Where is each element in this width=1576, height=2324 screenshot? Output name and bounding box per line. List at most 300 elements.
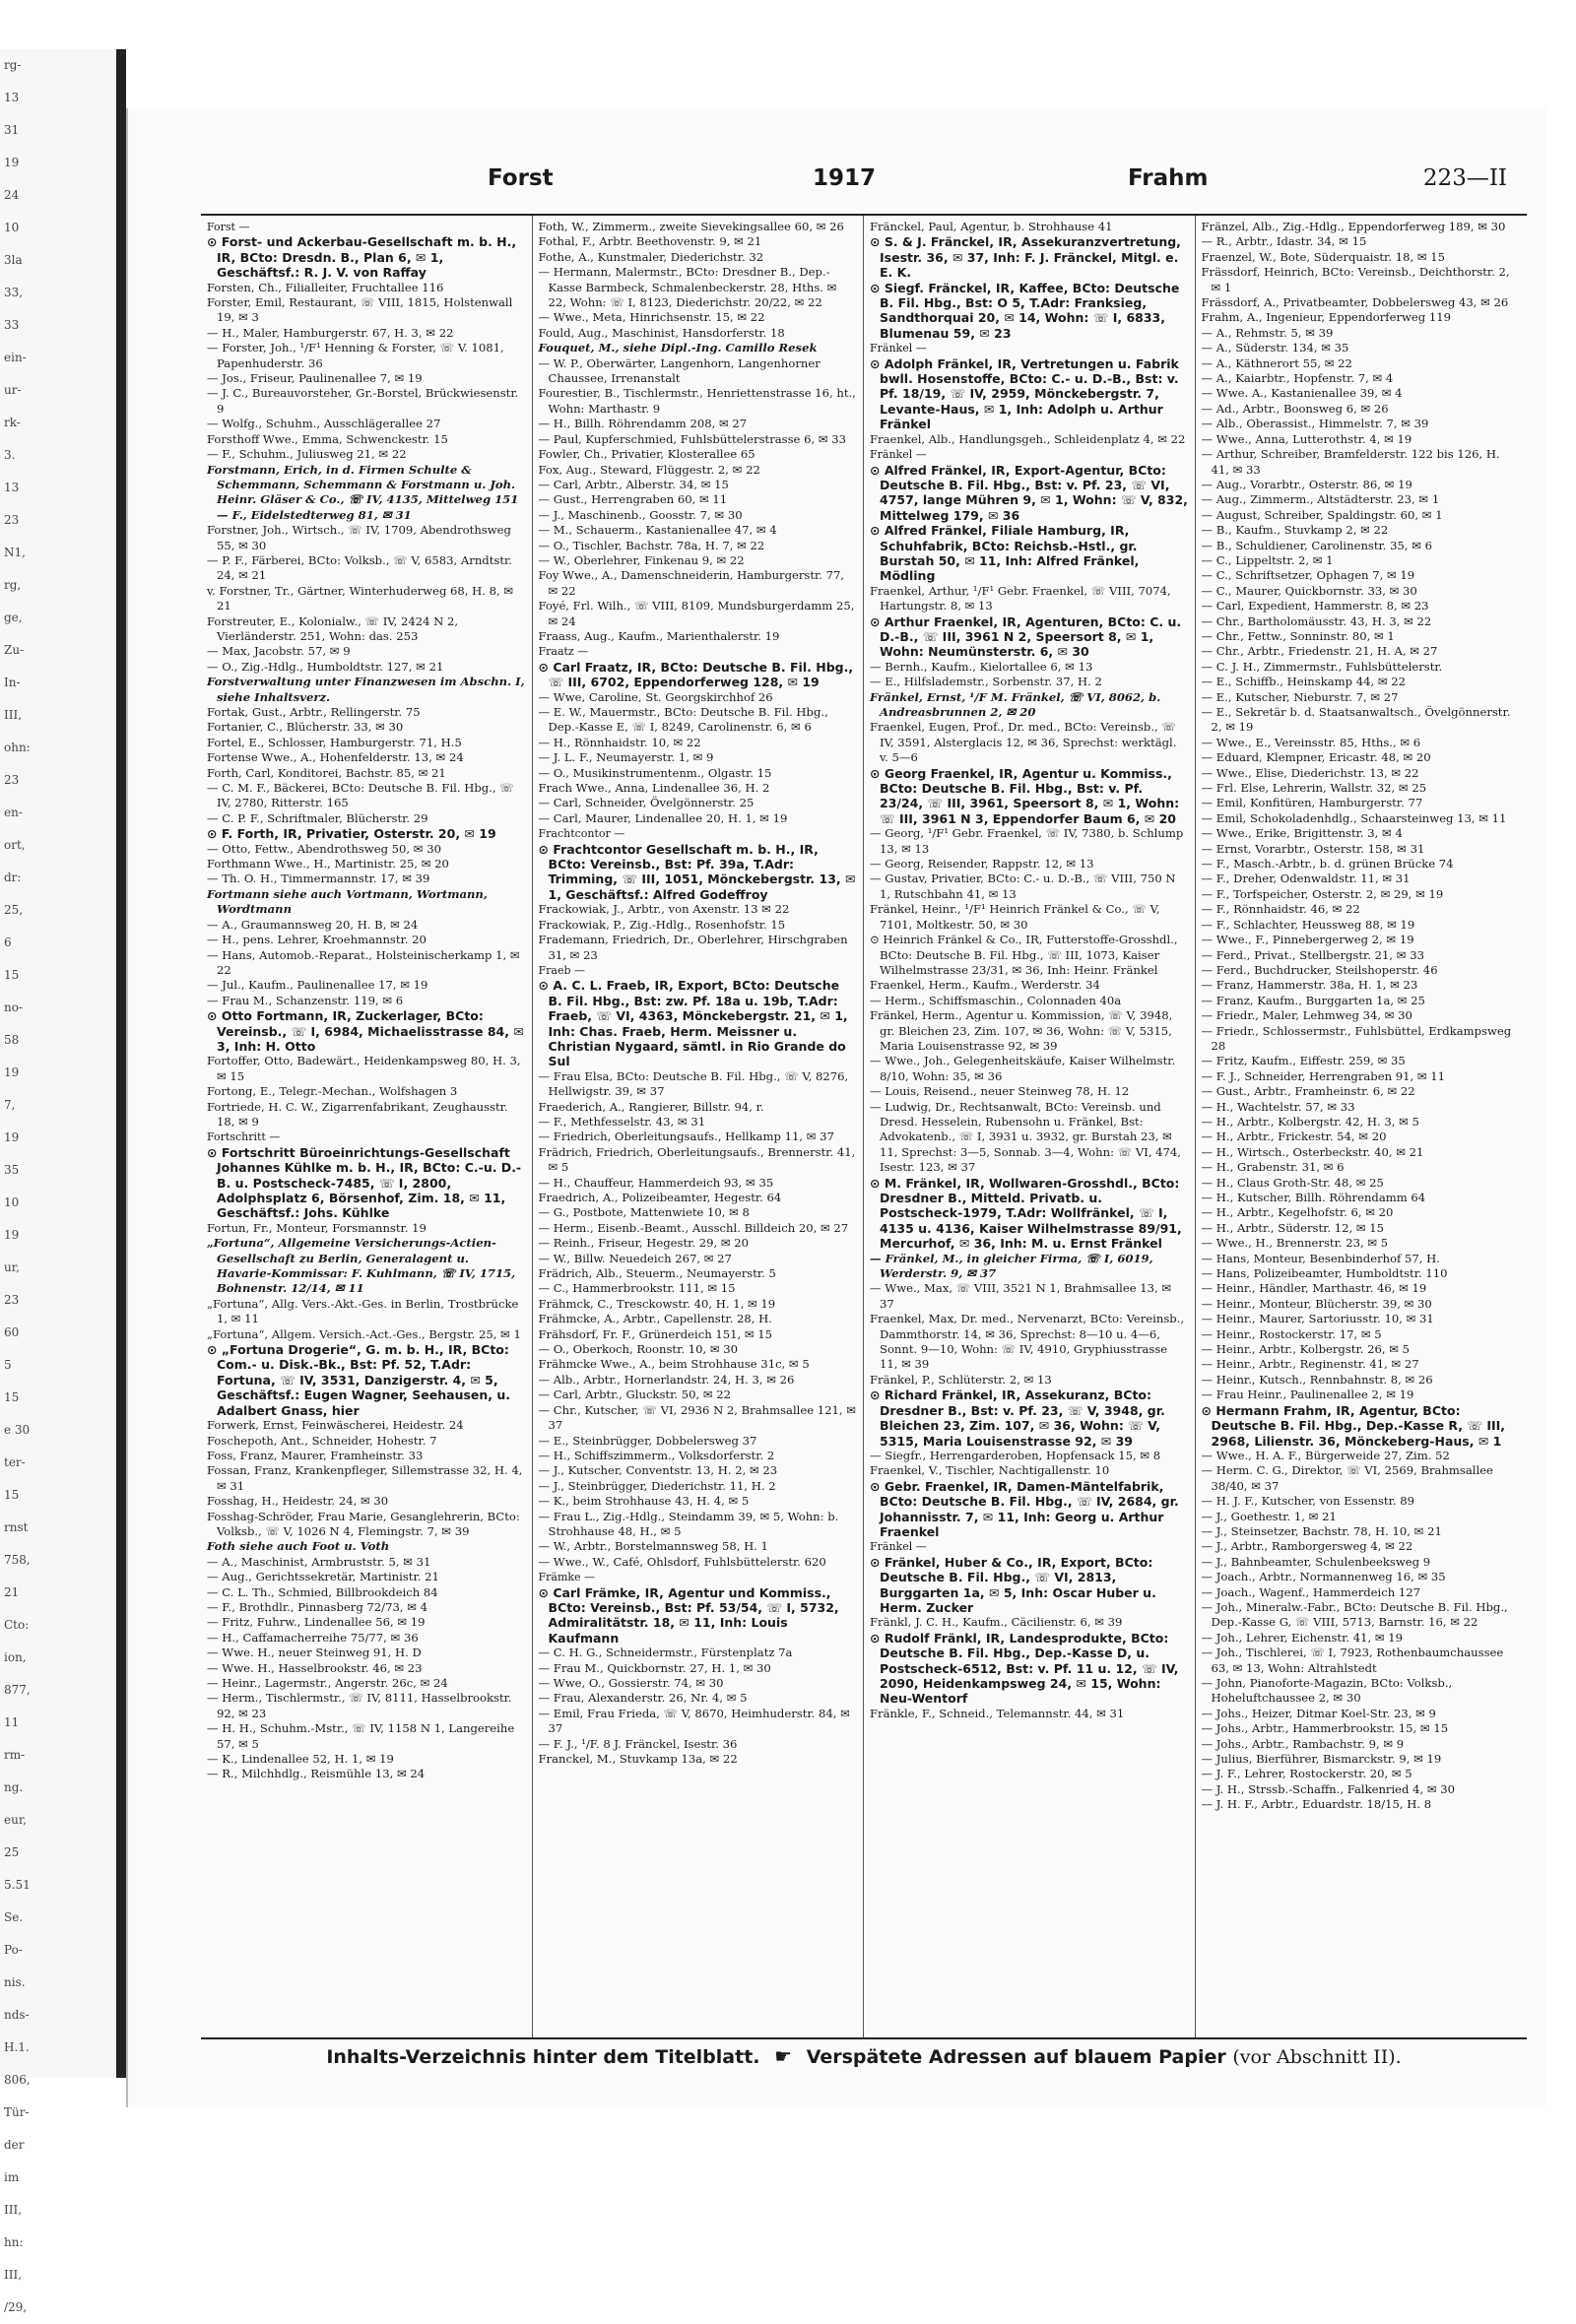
directory-entry: Fraenkel, Herm., Kaufm., Werderstr. 34 bbox=[870, 978, 1100, 993]
directory-entry: Forthmann Wwe., H., Martinistr. 25, ✉ 20 bbox=[207, 857, 449, 872]
directory-entry: Frackowiak, J., Arbtr., von Axenstr. 13 ✉ 22 bbox=[538, 902, 790, 917]
directory-entry: — F., Brothdlr., Pinnasberg 72/73, ✉ 4 bbox=[207, 1599, 427, 1614]
directory-entry: — Heinr., Händler, Marthastr. 46, ✉ 19 bbox=[1201, 1281, 1427, 1296]
directory-entry: — E., Hilfslademstr., Sorbenstr. 37, H. 2 bbox=[870, 675, 1102, 689]
directory-entry: — Wwe, O., Gossierstr. 74, ✉ 30 bbox=[538, 1676, 724, 1690]
directory-page bbox=[126, 108, 1546, 2107]
directory-entry: — Wwe., Max, ☏ VIII, 3521 N 1, Brahmsallee 13, ✉ 37 bbox=[870, 1281, 1172, 1311]
directory-entry: — Ernst, Vorarbtr., Osterstr. 158, ✉ 31 bbox=[1201, 841, 1425, 856]
directory-entry: — Friedr., Schlossermstr., Fuhlsbüttel, Erdkampsweg 28 bbox=[1201, 1023, 1512, 1053]
directory-entry: — Emil, Schokoladenhdlg., Schaarsteinweg 13, ✉ 11 bbox=[1201, 810, 1507, 825]
directory-entry: ⊙ Georg Fraenkel, IR, Agentur u. Kommiss., BCto: Deutsche B. Fil. Hbg., Bst: v. Pf. 23/24, ☏ III, 3961, Speersort 8, ✉ 1, Wohn: ☏ III, 3961 N 3, Eppendorfer Baum 6, ✉ 20 bbox=[870, 765, 1180, 826]
directory-entry: — J., Arbtr., Ramborgersweg 4, ✉ 22 bbox=[1201, 1539, 1413, 1554]
previous-page-fragment: ion, bbox=[4, 1650, 27, 1664]
directory-entry: Fox, Aug., Steward, Flüggestr. 2, ✉ 22 bbox=[538, 462, 760, 477]
directory-entry: — Chr., Arbtr., Friedenstr. 21, H. A, ✉ 27 bbox=[1201, 644, 1438, 659]
directory-entry: Fortun, Fr., Monteur, Forsmannstr. 19 bbox=[207, 1220, 427, 1235]
directory-entry: — Joh., Tischlerei, ☏ I, 7923, Rothenbaumchaussee 63, ✉ 13, Wohn: Altrahlstedt bbox=[1201, 1646, 1504, 1675]
directory-entry: — Gustav, Privatier, BCto: C.- u. D.-B., ☏ VIII, 750 N 1, Rutschbahn 41, ✉ 13 bbox=[870, 872, 1176, 901]
directory-entry: — Eduard, Klempner, Ericastr. 48, ✉ 20 bbox=[1201, 750, 1431, 765]
directory-entry: — Aug., Zimmerm., Altstädterstr. 23, ✉ 1 bbox=[1201, 492, 1440, 507]
directory-entry: — Ludwig, Dr., Rechtsanwalt, BCto: Vereinsb. und Dresd. Hesselein, Rubensohn u. Fränkel, Bst: Advokatenb., ☏ I, 3931 u. 3932, gr. Burstah 23, ✉ 11, Sprechst: 3—5, Sonnab. 3—4, Wohn: ☏ VI, 474, Isestr. 123, ✉ 37 bbox=[870, 1099, 1181, 1175]
previous-page-fragment: Cto: bbox=[4, 1618, 30, 1632]
directory-entry: Forster, Emil, Restaurant, ☏ VIII, 1815, Holstenwall 19, ✉ 3 bbox=[207, 295, 513, 325]
directory-entry: — Emil, Konfitüren, Hamburgerstr. 77 bbox=[1201, 796, 1423, 810]
previous-page-fragment: 15 bbox=[4, 1488, 20, 1502]
directory-entry: — Wwe., E., Vereinsstr. 85, Hths., ✉ 6 bbox=[1201, 735, 1421, 749]
directory-entry: ⊙ Fränkel, Huber & Co., IR, Export, BCto: Deutsche B. Fil. Hbg., ☏ VI, 2813, Burggarten 1a, ✉ 5, Inh: Oscar Huber u. Herm. Zucker bbox=[870, 1554, 1156, 1615]
directory-entry: Fortense Wwe., A., Hohenfelderstr. 13, ✉ 24 bbox=[207, 750, 464, 765]
directory-entry: Fraenkel, Arthur, ¹/F¹ Gebr. Fraenkel, ☏ VIII, 7074, Hartungstr. 8, ✉ 13 bbox=[870, 583, 1171, 613]
previous-page-fragment: III, bbox=[4, 708, 23, 722]
directory-entry: „Fortuna“, Allgemeine Versicherungs-Actien-Gesellschaft zu Berlin, Generalagent u. Havarie-Kommissar: F. Kuhlmann, ☏ IV, 1715, Bohnenstr. 12/14, ✉ 11 bbox=[207, 1236, 516, 1296]
directory-entry: Franckel, M., Stuvkamp 13a, ✉ 22 bbox=[538, 1752, 738, 1767]
directory-entry: — Johs., Heizer, Ditmar Koel-Str. 23, ✉ 9 bbox=[1201, 1706, 1436, 1720]
directory-entry: — Wwe. H., neuer Steinweg 91, H. D bbox=[207, 1646, 422, 1660]
directory-entry: — Siegfr., Herrengarderoben, Hopfensack 15, ✉ 8 bbox=[870, 1448, 1161, 1462]
previous-page-fragment: 21 bbox=[4, 1585, 20, 1599]
directory-entry: — Alb., Oberassist., Himmelstr. 7, ✉ 39 bbox=[1201, 417, 1429, 431]
directory-entry: — Carl, Maurer, Lindenallee 20, H. 1, ✉ 19 bbox=[538, 810, 788, 825]
previous-page-fragment: ter- bbox=[4, 1455, 26, 1469]
entry-columns bbox=[201, 214, 1527, 2039]
directory-entry: — C. J. H., Zimmermstr., Fuhlsbüttelerstr. bbox=[1201, 659, 1443, 674]
directory-entry: — Forster, Joh., ¹/F¹ Henning & Forster, ☏ V. 1081, Papenhuderstr. 36 bbox=[207, 341, 504, 370]
directory-entry: Fourestier, B., Tischlermstr., Henriettenstrasse 16, ht., Wohn: Marthastr. 9 bbox=[538, 386, 856, 416]
directory-entry: ⊙ Hermann Frahm, IR, Agentur, BCto: Deutsche B. Fil. Hbg., Dep.-Kasse R, ☏ III, 2968, Lilienstr. 36, Mönckeberg-Haus, ✉ 1 bbox=[1201, 1402, 1506, 1449]
directory-entry: — Aug., Gerichtssekretär, Martinistr. 21 bbox=[207, 1570, 439, 1584]
directory-entry: — Carl, Expedient, Hammerstr. 8, ✉ 23 bbox=[1201, 599, 1429, 613]
directory-entry: Fortel, E., Schlosser, Hamburgerstr. 71, H.5 bbox=[207, 735, 462, 749]
directory-entry: — Hermann, Malermstr., BCto: Dresdner B., Dep.-Kasse Barmbeck, Schmalenbeckerstr. 28, Hths. ✉ 22, Wohn: ☏ I, 8123, Diederichstr. 20/22, ✉ 22 bbox=[538, 265, 837, 310]
directory-entry: Fortmann siehe auch Vortmann, Wortmann, Wordtmann bbox=[207, 886, 488, 917]
previous-page-fragment: rg- bbox=[4, 58, 22, 72]
directory-entry: — Johs., Arbtr., Rambachstr. 9, ✉ 9 bbox=[1201, 1736, 1405, 1751]
previous-page-fragment: 25, bbox=[4, 903, 24, 917]
directory-entry: — J. H., Strssb.-Schaffn., Falkenried 4, ✉ 30 bbox=[1201, 1781, 1456, 1796]
directory-entry: ⊙ A. C. L. Fraeb, IR, Export, BCto: Deutsche B. Fil. Hbg., Bst: zw. Pf. 18a u. 19b, T.Adr: Fraeb, ☏ VI, 4363, Mönckebergstr. 21, ✉ 1, Inh: Chas. Fraeb, Herm. Meissner u. Christian Nygaard, sämtl. in Rio Grande do Sul bbox=[538, 978, 848, 1069]
directory-entry: — Friedrich, Oberleitungsaufs., Hellkamp 11, ✉ 37 bbox=[538, 1130, 834, 1144]
directory-entry: — Otto, Fettw., Abendrothsweg 50, ✉ 30 bbox=[207, 841, 441, 856]
column-3 bbox=[864, 216, 1196, 2037]
directory-entry: — Wwe. A., Kastanienallee 39, ✉ 4 bbox=[1201, 386, 1403, 401]
directory-entry: — A., Süderstr. 134, ✉ 35 bbox=[1201, 341, 1349, 355]
directory-entry: — F., Rönnhaidstr. 46, ✉ 22 bbox=[1201, 902, 1360, 917]
previous-page-fragment: ge, bbox=[4, 611, 23, 624]
directory-entry: Forstner, Joh., Wirtsch., ☏ IV, 1709, Abendrothsweg 55, ✉ 30 bbox=[207, 523, 511, 552]
directory-entry: Fraenkel, Alb., Handlungsgeh., Schleidenplatz 4, ✉ 22 bbox=[870, 431, 1186, 446]
directory-entry: — F., Torfspeicher, Osterstr. 2, ✉ 29, ✉ 19 bbox=[1201, 886, 1444, 901]
directory-entry: — Wwe., H. A. F., Bürgerweide 27, Zim. 52 bbox=[1201, 1448, 1450, 1462]
entry-group-heading: Fränkel — bbox=[870, 1540, 927, 1554]
previous-page-fragment: In- bbox=[4, 676, 21, 689]
directory-entry: Fowler, Ch., Privatier, Klosterallee 65 bbox=[538, 447, 755, 462]
previous-page-fragment: Po- bbox=[4, 1943, 23, 1957]
previous-page-fragment: 33 bbox=[4, 318, 20, 332]
directory-entry: — Heinr., Monteur, Blücherstr. 39, ✉ 30 bbox=[1201, 1296, 1432, 1311]
directory-entry: — Fritz, Kaufm., Eiffestr. 259, ✉ 35 bbox=[1201, 1054, 1406, 1068]
directory-entry: — J., Goethestr. 1, ✉ 21 bbox=[1201, 1509, 1337, 1523]
previous-page-fragment: 15 bbox=[4, 1390, 20, 1404]
previous-page-fragment: 19 bbox=[4, 1130, 20, 1144]
directory-entry: Frach Wwe., Anna, Lindenallee 36, H. 2 bbox=[538, 781, 770, 796]
previous-page-fragment: 10 bbox=[4, 221, 20, 234]
directory-entry: ⊙ Forst- und Ackerbau-Gesellschaft m. b. H., IR, BCto: Dresdn. B., Plan 6, ✉ 1, Geschäftsf.: R. J. V. von Raffay bbox=[207, 234, 517, 281]
directory-entry: ⊙ Fortschritt Büroeinrichtungs-Gesellschaft Johannes Kühlke m. b. H., IR, BCto: C.-u. D.-B. u. Postscheck-7485, ☏ I, 2800, Adolphsplatz 6, Börsenhof, Zim. 18, ✉ 11, Geschäftsf.: Johs. Kühlke bbox=[207, 1144, 522, 1221]
entry-group-heading: Forst — bbox=[207, 221, 250, 233]
directory-entry: ⊙ „Fortuna Drogerie“, G. m. b. H., IR, BCto: Com.- u. Disk.-Bk., Bst: Pf. 52, T.Adr: Fortuna, ☏ IV, 3531, Danzigerstr. 4, ✉ 5, Geschäftsf.: Eugen Wagner, Seehausen, u. Adalbert Gnass, hier bbox=[207, 1342, 511, 1418]
directory-entry: — Heinr., Arbtr., Kolbergstr. 26, ✉ 5 bbox=[1201, 1342, 1410, 1357]
directory-entry: ⊙ Carl Fraatz, IR, BCto: Deutsche B. Fil. Hbg., ☏ III, 6702, Eppendorferweg 128, ✉ 19 bbox=[538, 659, 854, 690]
previous-page-fragment: no- bbox=[4, 1001, 24, 1014]
previous-page-fragment: 33, bbox=[4, 286, 24, 299]
directory-entry: — Chr., Fettw., Sonninstr. 80, ✉ 1 bbox=[1201, 628, 1395, 643]
directory-entry: — A., Maschinist, Armbruststr. 5, ✉ 31 bbox=[207, 1554, 431, 1569]
directory-entry: — Georg, ¹/F¹ Gebr. Fraenkel, ☏ IV, 7380, b. Schlump 13, ✉ 13 bbox=[870, 826, 1184, 856]
directory-entry: — J. C., Bureauvorsteher, Gr.-Borstel, Brückwiesenstr. 9 bbox=[207, 386, 519, 416]
previous-page-fragment: 23 bbox=[4, 1293, 20, 1307]
directory-entry: — Wwe. H., Hasselbrookstr. 46, ✉ 23 bbox=[207, 1660, 423, 1675]
heading-left: Forst bbox=[488, 165, 554, 191]
directory-entry: — H., Wirtsch., Osterbeckstr. 40, ✉ 21 bbox=[1201, 1144, 1424, 1159]
directory-entry: — Wwe., F., Pinnebergerweg 2, ✉ 19 bbox=[1201, 933, 1414, 947]
directory-entry: — R., Arbtr., Idastr. 34, ✉ 15 bbox=[1201, 234, 1367, 249]
directory-entry: — Wwe., Elise, Diederichstr. 13, ✉ 22 bbox=[1201, 765, 1419, 780]
directory-entry: — Gust., Arbtr., Framheinstr. 6, ✉ 22 bbox=[1201, 1084, 1415, 1099]
directory-entry: — Frau Elsa, BCto: Deutsche B. Fil. Hbg., ☏ V, 8276, Hellwigstr. 39, ✉ 37 bbox=[538, 1068, 849, 1099]
running-head bbox=[128, 165, 1546, 205]
previous-page-fragment: ur- bbox=[4, 383, 22, 397]
directory-entry: — John, Pianoforte-Magazin, BCto: Volksb., Hoheluftchaussee 2, ✉ 30 bbox=[1201, 1676, 1453, 1706]
directory-entry: Fothe, A., Kunstmaler, Diederichstr. 32 bbox=[538, 249, 764, 264]
previous-page-fragment: /29, bbox=[4, 2300, 28, 2314]
directory-entry: — Paul, Kupferschmied, Fuhlsbüttelerstrasse 6, ✉ 33 bbox=[538, 431, 846, 446]
directory-entry: — Frau M., Quickbornstr. 27, H. 1, ✉ 30 bbox=[538, 1660, 771, 1675]
directory-entry: Fouquet, M., siehe Dipl.-Ing. Camillo Resek bbox=[538, 341, 818, 355]
directory-entry: Foyé, Frl. Wilh., ☏ VIII, 8109, Mundsburgerdamm 25, ✉ 24 bbox=[538, 599, 855, 628]
directory-entry: — O., Zig.-Hdlg., Humboldtstr. 127, ✉ 21 bbox=[207, 659, 444, 674]
directory-entry: — Franz, Kaufm., Burggarten 1a, ✉ 25 bbox=[1201, 993, 1425, 1007]
directory-entry: — Joh., Mineralw.-Fabr., BCto: Deutsche B. Fil. Hbg., Dep.-Kasse G, ☏ VIII, 5713, Barnstr. 16, ✉ 22 bbox=[1201, 1599, 1508, 1630]
directory-entry: — R., Milchhdlg., Reismühle 13, ✉ 24 bbox=[207, 1767, 426, 1781]
directory-entry: — Heinr., Maurer, Sartoriusstr. 10, ✉ 31 bbox=[1201, 1312, 1434, 1326]
directory-entry: — Joach., Wagenf., Hammerdeich 127 bbox=[1201, 1584, 1421, 1599]
directory-entry: — C. M. F., Bäckerei, BCto: Deutsche B. Fil. Hbg., ☏ IV, 2780, Ritterstr. 165 bbox=[207, 781, 514, 810]
directory-entry: Fränckel, Paul, Agentur, b. Strohhause 41 bbox=[870, 220, 1113, 233]
previous-page-fragment: 3la bbox=[4, 253, 23, 267]
directory-entry: — C. H. G., Schneidermstr., Fürstenplatz 7a bbox=[538, 1646, 793, 1660]
directory-entry: Fortriede, H. C. W., Zigarrenfabrikant, Zeughausstr. 18, ✉ 9 bbox=[207, 1099, 508, 1129]
directory-entry: — E., Sekretär b. d. Staatsanwaltsch., Övelgönnerstr. 2, ✉ 19 bbox=[1201, 705, 1511, 735]
entry-group-heading: Fränkel — bbox=[870, 448, 927, 462]
directory-entry: — W. P., Oberwärter, Langenhorn, Langenhorner Chaussee, Irrenanstalt bbox=[538, 355, 821, 386]
directory-entry: Fränkel, Herm., Agentur u. Kommission, ☏ V, 3948, gr. Bleichen 23, Zim. 107, ✉ 36, Wohn: ☏ V, 5315, Maria Louisenstrasse 92, ✉ 39 bbox=[870, 1008, 1173, 1053]
directory-entry: — F., Masch.-Arbtr., b. d. grünen Brücke 74 bbox=[1201, 857, 1454, 872]
directory-entry: ⊙ Alfred Fränkel, IR, Export-Agentur, BCto: Deutsche B. Fil. Hbg., Bst: v. Pf. 23, ☏ VI, 4757, lange Mühren 9, ✉ 1, Wohn: ☏ V, 832, Mittelweg 179, ✉ 36 bbox=[870, 462, 1188, 523]
column-4 bbox=[1196, 216, 1528, 2037]
directory-entry: — H., Arbtr., Süderstr. 12, ✉ 15 bbox=[1201, 1220, 1385, 1235]
directory-entry: — Bernh., Kaufm., Kielortallee 6, ✉ 13 bbox=[870, 659, 1093, 674]
directory-entry: — J., Maschinenb., Goosstr. 7, ✉ 30 bbox=[538, 507, 743, 522]
directory-entry: Forwerk, Ernst, Feinwäscherei, Heidestr. 24 bbox=[207, 1418, 464, 1433]
directory-entry: — H., Arbtr., Frickestr. 54, ✉ 20 bbox=[1201, 1130, 1387, 1144]
directory-entry: — F. J., Schneider, Herrengraben 91, ✉ 11 bbox=[1201, 1068, 1446, 1083]
previous-page-fragment: ng. bbox=[4, 1780, 24, 1794]
directory-entry: — B., Kaufm., Stuvkamp 2, ✉ 22 bbox=[1201, 523, 1389, 538]
directory-entry: „Fortuna“, Allg. Vers.-Akt.-Ges. in Berlin, Trostbrücke 1, ✉ 11 bbox=[207, 1296, 519, 1326]
directory-entry: — C., Maurer, Quickbornstr. 33, ✉ 30 bbox=[1201, 583, 1417, 598]
previous-page-fragment: 3. bbox=[4, 448, 16, 462]
directory-entry: — H., Arbtr., Kegelhofstr. 6, ✉ 20 bbox=[1201, 1205, 1394, 1220]
directory-entry: Fosshag-Schröder, Frau Marie, Gesanglehrerin, BCto: Volksb., ☏ V, 1026 N 4, Flemingstr. 7, ✉ 39 bbox=[207, 1509, 520, 1538]
directory-entry: — J. F., Lehrer, Rostockerstr. 20, ✉ 5 bbox=[1201, 1767, 1412, 1781]
directory-entry: — H., Claus Groth-Str. 48, ✉ 25 bbox=[1201, 1175, 1384, 1190]
directory-entry: — B., Schuldiener, Carolinenstr. 35, ✉ 6 bbox=[1201, 538, 1433, 552]
directory-entry: — H., Chauffeur, Hammerdeich 93, ✉ 35 bbox=[538, 1175, 774, 1190]
previous-page-fragment: Tür- bbox=[4, 2105, 30, 2119]
directory-entry: — Heinr., Kutsch., Rennbahnstr. 8, ✉ 26 bbox=[1201, 1372, 1433, 1387]
directory-entry: — Wolfg., Schuhm., Ausschlägerallee 27 bbox=[207, 417, 441, 431]
directory-entry: — H., Wachtelstr. 57, ✉ 33 bbox=[1201, 1099, 1355, 1114]
directory-entry: — J., Steinsetzer, Bachstr. 78, H. 10, ✉ 21 bbox=[1201, 1523, 1442, 1538]
directory-entry: — A., Kaiarbtr., Hopfenstr. 7, ✉ 4 bbox=[1201, 371, 1394, 386]
directory-entry: — E., Schiffb., Heinskamp 44, ✉ 22 bbox=[1201, 675, 1407, 689]
previous-page-fragment: 11 bbox=[4, 1715, 20, 1729]
directory-entry: — Jos., Friseur, Paulinenallee 7, ✉ 19 bbox=[207, 371, 423, 386]
directory-entry: ⊙ Alfred Fränkel, Filiale Hamburg, IR, Schuhfabrik, BCto: Reichsb.-Hstl., gr. Burstah 50, ✉ 11, Inh: Alfred Fränkel, Mödling bbox=[870, 523, 1140, 584]
previous-page-fragment: 31 bbox=[4, 123, 20, 137]
directory-entry: — C., Hammerbrookstr. 111, ✉ 15 bbox=[538, 1281, 736, 1296]
directory-entry: — Julius, Bierführer, Bismarckstr. 9, ✉ 19 bbox=[1201, 1752, 1442, 1767]
directory-entry: Fraenkel, V., Tischler, Nachtigallenstr. 10 bbox=[870, 1463, 1110, 1478]
directory-entry: — Ad., Arbtr., Boonsweg 6, ✉ 26 bbox=[1201, 401, 1389, 416]
directory-entry: Fosshag, H., Heidestr. 24, ✉ 30 bbox=[207, 1494, 389, 1509]
directory-entry: Forsthoff Wwe., Emma, Schwenckestr. 15 bbox=[207, 431, 448, 446]
directory-entry: — F., Methfesselstr. 43, ✉ 31 bbox=[538, 1114, 706, 1129]
column-2 bbox=[533, 216, 865, 2037]
previous-page-fragment: hn: bbox=[4, 2235, 24, 2249]
directory-entry: Fraenkel, Eugen, Prof., Dr. med., BCto: Vereinsb., ☏ IV, 3591, Alsterglacis 12, ✉ 36, Sprechst: werktägl. v. 5—6 bbox=[870, 720, 1177, 765]
previous-page-fragment: 23 bbox=[4, 513, 20, 527]
directory-entry: — Gust., Herrengraben 60, ✉ 11 bbox=[538, 492, 728, 507]
directory-entry: — Herm., Eisenb.-Beamt., Ausschl. Billdeich 20, ✉ 27 bbox=[538, 1220, 849, 1235]
directory-entry: Fränkl, J. C. H., Kaufm., Cäcilienstr. 6, ✉ 39 bbox=[870, 1615, 1123, 1630]
directory-entry: — Joh., Lehrer, Eichenstr. 41, ✉ 19 bbox=[1201, 1630, 1403, 1645]
previous-page-fragment: 24 bbox=[4, 188, 20, 202]
directory-entry: — Wwe., H., Brennerstr. 23, ✉ 5 bbox=[1201, 1236, 1389, 1251]
previous-page-fragment: 19 bbox=[4, 1228, 20, 1242]
directory-entry: — J. L. F., Neumayerstr. 1, ✉ 9 bbox=[538, 750, 714, 765]
previous-page-fragment: e 30 bbox=[4, 1423, 31, 1437]
directory-entry: — Frau Heinr., Paulinenallee 2, ✉ 19 bbox=[1201, 1388, 1414, 1402]
directory-entry: — Franz, Hammerstr. 38a, H. 1, ✉ 23 bbox=[1201, 978, 1418, 993]
directory-entry: Fothal, F., Arbtr. Beethovenstr. 9, ✉ 21 bbox=[538, 234, 762, 249]
directory-entry: — H., Kutscher, Billh. Röhrendamm 64 bbox=[1201, 1191, 1426, 1204]
directory-entry: — J., Steinbrügger, Diederichstr. 11, H. 2 bbox=[538, 1478, 776, 1493]
directory-entry: Frähmcke Wwe., A., beim Strohhause 31c, ✉ 5 bbox=[538, 1357, 810, 1372]
directory-entry: — E., Steinbrügger, Dobbelersweg 37 bbox=[538, 1433, 757, 1448]
previous-page-fragment: 6 bbox=[4, 936, 12, 949]
directory-entry: — W., Oberlehrer, Finkenau 9, ✉ 22 bbox=[538, 552, 745, 567]
directory-entry: Fränkel, P., Schlüterstr. 2, ✉ 13 bbox=[870, 1372, 1052, 1387]
directory-entry: — K., beim Strohhause 43, H. 4, ✉ 5 bbox=[538, 1494, 750, 1509]
directory-entry: — Chr., Kutscher, ☏ VI, 2936 N 2, Brahmsallee 121, ✉ 37 bbox=[538, 1402, 856, 1433]
directory-entry: — J. H. F., Arbtr., Eduardstr. 18/15, H. 8 bbox=[1201, 1797, 1432, 1812]
directory-entry: Fortong, E., Telegr.-Mechan., Wolfshagen 3 bbox=[207, 1084, 458, 1099]
pointing-hand-icon: ☛ bbox=[774, 2044, 793, 2068]
directory-entry: Forstverwaltung unter Finanzwesen im Abschn. I, siehe Inhaltsverz. bbox=[207, 675, 525, 704]
directory-entry: — Wwe., Erike, Brigittenstr. 3, ✉ 4 bbox=[1201, 826, 1403, 841]
previous-page-fragment: 19 bbox=[4, 1065, 20, 1079]
footer-late-addresses: Verspätete Adressen auf blauem Papier bbox=[806, 2046, 1226, 2068]
directory-entry: — Johs., Arbtr., Hammerbrookstr. 15, ✉ 15 bbox=[1201, 1721, 1449, 1736]
entry-group-heading: Frachtcontor — bbox=[538, 827, 625, 841]
footer-index-note: Inhalts-Verzeichnis hinter dem Titelblatt. bbox=[326, 2046, 760, 2068]
directory-entry: Frademann, Friedrich, Dr., Oberlehrer, Hirschgraben 31, ✉ 23 bbox=[538, 933, 848, 962]
directory-entry: Fould, Aug., Maschinist, Hansdorferstr. 18 bbox=[538, 325, 785, 340]
directory-entry: — Hans, Automob.-Reparat., Holsteinischerkamp 1, ✉ 22 bbox=[207, 947, 520, 977]
directory-entry: ⊙ Arthur Fraenkel, IR, Agenturen, BCto: C. u. D.-B., ☏ III, 3961 N 2, Speersort 8, ✉ 1, Wohn: Neumünsterstr. 6, ✉ 30 bbox=[870, 613, 1182, 660]
directory-entry: — C., Lippeltstr. 2, ✉ 1 bbox=[1201, 552, 1334, 567]
previous-page-fragment: 7, bbox=[4, 1098, 16, 1112]
directory-entry: — H., pens. Lehrer, Kroehmannstr. 20 bbox=[207, 933, 427, 947]
previous-page-fragment: N1, bbox=[4, 546, 26, 559]
directory-entry: — Joach., Arbtr., Normannenweg 16, ✉ 35 bbox=[1201, 1570, 1446, 1584]
directory-entry: Fränkle, F., Schneid., Telemannstr. 44, ✉ 31 bbox=[870, 1706, 1125, 1720]
directory-entry: ⊙ Otto Fortmann, IR, Zuckerlager, BCto: Vereinsb., ☏ I, 6984, Michaelisstrasse 84, ✉ 3, Inh: H. Otto bbox=[207, 1008, 524, 1054]
directory-entry: — Reinh., Friseur, Hegestr. 29, ✉ 20 bbox=[538, 1236, 750, 1251]
previous-page-fragment: rnst bbox=[4, 1520, 29, 1534]
directory-entry: — F., Schuhm., Juliusweg 21, ✉ 22 bbox=[207, 447, 407, 462]
page-footer bbox=[201, 2044, 1527, 2074]
entry-group-heading: Fraeb — bbox=[538, 963, 585, 977]
directory-entry: Foschepoth, Ant., Schneider, Hohestr. 7 bbox=[207, 1433, 437, 1448]
previous-page-fragment: 10 bbox=[4, 1195, 20, 1209]
directory-entry: — Friedr., Maler, Lehmweg 34, ✉ 30 bbox=[1201, 1008, 1412, 1023]
directory-entry: Fossan, Franz, Krankenpfleger, Sillemstrasse 32, H. 4, ✉ 31 bbox=[207, 1463, 523, 1493]
directory-entry: — Max, Jacobstr. 57, ✉ 9 bbox=[207, 644, 351, 659]
directory-entry: — Fränkel, M., in gleicher Firma, ☏ I, 6019, Werderstr. 9, ✉ 37 bbox=[870, 1251, 1153, 1281]
directory-entry: Fränkel, Heinr., ¹/F¹ Heinrich Fränkel & Co., ☏ V, 7101, Moltkestr. 50, ✉ 30 bbox=[870, 902, 1160, 932]
directory-entry: — Frau M., Schanzenstr. 119, ✉ 6 bbox=[207, 993, 404, 1007]
directory-entry: Foth siehe auch Foot u. Voth bbox=[207, 1539, 390, 1554]
directory-entry: ⊙ Siegf. Fränckel, IR, Kaffee, BCto: Deutsche B. Fil. Hbg., Bst: O 5, T.Adr: Franksieg, Sandthorquai 20, ✉ 14, Wohn: ☏ I, 6833, Blumenau 59, ✉ 23 bbox=[870, 280, 1180, 341]
directory-entry: — Chr., Bartholomäusstr. 43, H. 3, ✉ 22 bbox=[1201, 613, 1432, 628]
footer-section-note: (vor Abschnitt II). bbox=[1232, 2046, 1402, 2068]
entry-group-heading: Fränkel — bbox=[870, 342, 927, 355]
directory-entry: — Wwe., Meta, Hinrichsenstr. 15, ✉ 22 bbox=[538, 310, 765, 325]
directory-entry: — A., Käthnerort 55, ✉ 22 bbox=[1201, 355, 1352, 370]
directory-entry: Fraederich, A., Rangierer, Billstr. 94, r. bbox=[538, 1099, 764, 1114]
directory-entry: Fortoffer, Otto, Badewärt., Heidenkampsweg 80, H. 3, ✉ 15 bbox=[207, 1054, 521, 1083]
directory-entry: — Ferd., Privat., Stellbergstr. 21, ✉ 33 bbox=[1201, 947, 1424, 962]
previous-page-fragment: 15 bbox=[4, 968, 20, 982]
previous-page-fragment: 877, bbox=[4, 1683, 31, 1697]
previous-page-fragment: 5.51 bbox=[4, 1878, 31, 1892]
directory-entry: — E., Kutscher, Nieburstr. 7, ✉ 27 bbox=[1201, 689, 1399, 704]
entry-group-heading: Fortschritt — bbox=[207, 1130, 281, 1144]
directory-entry: ⊙ Heinrich Fränkel & Co., IR, Futterstoffe-Grosshdl., BCto: Deutsche B. Fil. Hbg., ☏ III, 1073, Kaiser Wilhelmstrasse 23/31, ✉ 36, Inh: Heinr. Fränkel bbox=[870, 933, 1178, 977]
directory-entry: — Wwe, Caroline, St. Georgskirchhof 26 bbox=[538, 689, 773, 704]
heading-year: 1917 bbox=[813, 165, 877, 191]
directory-entry: — H. J. F., Kutscher, von Essenstr. 89 bbox=[1201, 1494, 1414, 1509]
directory-entry: Fraenkel, Max, Dr. med., Nervenarzt, BCto: Vereinsb., Dammthorstr. 14, ✉ 36, Sprechst: 8—10 u. 4—6, Sonnt. 9—10, Wohn: ☏ IV, 4910, Gryphiusstrasse 11, ✉ 39 bbox=[870, 1312, 1185, 1372]
previous-page-fragment: rk- bbox=[4, 416, 21, 429]
directory-entry: — Georg, Reisender, Rappstr. 12, ✉ 13 bbox=[870, 857, 1094, 872]
directory-entry: — H. H., Schuhm.-Mstr., ☏ IV, 1158 N 1, Langereihe 57, ✉ 5 bbox=[207, 1721, 515, 1751]
directory-entry: ⊙ Richard Fränkel, IR, Assekuranz, BCto: Dresdner B., Bst: v. Pf. 23, ☏ V, 3948, gr. Bleichen 23, Zim. 107, ✉ 36, Wohn: ☏ V, 5315, Maria Louisenstrasse 92, ✉ 39 bbox=[870, 1388, 1165, 1449]
directory-entry: ⊙ Carl Främke, IR, Agentur und Kommiss., BCto: Vereinsb., Bst: Pf. 53/54, ☏ I, 5732, Admiralitätstr. 18, ✉ 11, Inh: Louis Kaufmann bbox=[538, 1584, 839, 1646]
directory-entry: — H., Rönnhaidstr. 10, ✉ 22 bbox=[538, 735, 701, 749]
directory-entry: — P. F., Färberei, BCto: Volksb., ☏ V, 6583, Arndtstr. 24, ✉ 21 bbox=[207, 552, 512, 583]
entry-group-heading: Fraatz — bbox=[538, 645, 589, 659]
directory-entry: Fortanier, C., Blücherstr. 33, ✉ 30 bbox=[207, 720, 404, 735]
previous-page-fragment: eur, bbox=[4, 1813, 28, 1827]
directory-entry: — Wwe., W., Café, Ohlsdorf, Fuhlsbüttelerstr. 620 bbox=[538, 1554, 826, 1569]
directory-entry: — Carl, Schneider, Övelgönnerstr. 25 bbox=[538, 796, 755, 810]
directory-entry: Frähmcke, A., Arbtr., Capellenstr. 28, H. bbox=[538, 1312, 772, 1326]
directory-entry: — Heinr., Arbtr., Reginenstr. 41, ✉ 27 bbox=[1201, 1357, 1419, 1372]
page-number: 223—II bbox=[1422, 165, 1507, 191]
previous-page-fragment: der bbox=[4, 2138, 25, 2152]
previous-page-fragment: dr: bbox=[4, 871, 22, 884]
directory-entry: Frädrich, Friedrich, Oberleitungsaufs., Brennerstr. 41, ✉ 5 bbox=[538, 1144, 856, 1175]
previous-page-fragment: 23 bbox=[4, 773, 20, 787]
directory-entry: — O., Oberkoch, Roonstr. 10, ✉ 30 bbox=[538, 1342, 739, 1357]
directory-entry: Fränkel, Ernst, ¹/F M. Fränkel, ☏ VI, 8062, b. Andreasbrunnen 2, ✉ 20 bbox=[870, 689, 1161, 719]
previous-page-fragment: 5 bbox=[4, 1358, 12, 1372]
directory-entry: Foth, W., Zimmerm., zweite Sievekingsallee 60, ✉ 26 bbox=[538, 220, 844, 233]
previous-page-fragment: III, bbox=[4, 2203, 23, 2217]
directory-entry: ⊙ Adolph Fränkel, IR, Vertretungen u. Fabrik bwll. Hosenstoffe, BCto: C.- u. D.-B., Bst: v. Pf. 18/19, ☏ IV, 2959, Mönckebergstr. 7, Levante-Haus, ✉ 1, Inh: Adolph u. Arthur Fränkel bbox=[870, 355, 1179, 432]
directory-entry: — H., Caffamacherreihe 75/77, ✉ 36 bbox=[207, 1630, 419, 1645]
directory-entry: Forth, Carl, Konditorei, Bachstr. 85, ✉ 21 bbox=[207, 765, 446, 780]
directory-entry: — Th. O. H., Timmermannstr. 17, ✉ 39 bbox=[207, 872, 430, 886]
directory-entry: — Arthur, Schreiber, Bramfelderstr. 122 bis 126, H. 41, ✉ 33 bbox=[1201, 447, 1500, 477]
previous-page-fragment: 13 bbox=[4, 481, 20, 494]
directory-entry: — Emil, Frau Frieda, ☏ V, 8670, Heimhuderstr. 84, ✉ 37 bbox=[538, 1706, 850, 1736]
directory-entry: — K., Lindenallee 52, H. 1, ✉ 19 bbox=[207, 1752, 394, 1767]
directory-entry: — J., Kutscher, Conventstr. 13, H. 2, ✉ 23 bbox=[538, 1463, 778, 1478]
directory-entry: Frässdorf, Heinrich, BCto: Vereinsb., Deichthorstr. 2, ✉ 1 bbox=[1201, 265, 1510, 294]
previous-page-fragment: 806, bbox=[4, 2073, 31, 2087]
directory-entry: — W., Billw. Neuedeich 267, ✉ 27 bbox=[538, 1251, 732, 1265]
directory-entry: Fränzel, Alb., Zig.-Hdlg., Eppendorferweg 189, ✉ 30 bbox=[1201, 220, 1506, 233]
directory-entry: — Alb., Arbtr., Hornerlandstr. 24, H. 3, ✉ 26 bbox=[538, 1372, 795, 1387]
directory-entry: — Carl, Arbtr., Alberstr. 34, ✉ 15 bbox=[538, 477, 729, 491]
directory-entry: — Herm. C. G., Direktor, ☏ VI, 2569, Brahmsallee 38/40, ✉ 37 bbox=[1201, 1463, 1493, 1493]
previous-page-fragment: 758, bbox=[4, 1553, 31, 1567]
previous-page-fragment: ort, bbox=[4, 838, 26, 852]
directory-entry: ⊙ S. & J. Fränckel, IR, Assekuranzvertretung, Isestr. 36, ✉ 37, Inh: F. J. Fränckel, Mitgl. e. E. K. bbox=[870, 234, 1181, 281]
directory-entry: — C., Schriftsetzer, Ophagen 7, ✉ 19 bbox=[1201, 568, 1415, 583]
previous-page-fragment: 19 bbox=[4, 156, 20, 169]
previous-page-fragment: rg, bbox=[4, 578, 22, 592]
directory-entry: — Jul., Kaufm., Paulinenallee 17, ✉ 19 bbox=[207, 978, 428, 993]
directory-entry: — Heinr., Lagermstr., Angerstr. 26c, ✉ 24 bbox=[207, 1676, 448, 1690]
directory-entry: — W., Arbtr., Borstelmannsweg 58, H. 1 bbox=[538, 1539, 768, 1554]
directory-entry: ⊙ F. Forth, IR, Privatier, Osterstr. 20, ✉ 19 bbox=[207, 826, 496, 842]
directory-entry: Frähmck, C., Tresckowstr. 40, H. 1, ✉ 19 bbox=[538, 1296, 776, 1311]
directory-entry: — C. P. F., Schriftmaler, Blücherstr. 29 bbox=[207, 810, 428, 825]
directory-entry: ⊙ M. Fränkel, IR, Wollwaren-Grosshdl., BCto: Dresdner B., Mitteld. Privatb. u. Postscheck-1979, T.Adr: Wollfränkel, ☏ I, 4135 u. 4136, Kaiser Wilhelmstrasse 89/91, Mercurhof, ✉ 36, Inh: M. u. Ernst Fränkel bbox=[870, 1175, 1182, 1252]
directory-entry: Forsten, Ch., Filialleiter, Fruchtallee 116 bbox=[207, 280, 444, 294]
directory-entry: ⊙ Frachtcontor Gesellschaft m. b. H., IR, BCto: Vereinsb., Bst: Pf. 39a, T.Adr: Trimming, ☏ III, 1051, Mönckebergstr. 13, ✉ 1, Geschäftsf.: Alfred Godeffroy bbox=[538, 841, 856, 902]
directory-entry: — H., Arbtr., Kolbergstr. 42, H. 3, ✉ 5 bbox=[1201, 1114, 1419, 1129]
directory-entry: ⊙ Gebr. Fraenkel, IR, Damen-Mäntelfabrik, BCto: Deutsche B. Fil. Hbg., ☏ IV, 2684, gr. Johannisstr. 7, ✉ 11, Inh: Georg u. Arthur Fraenkel bbox=[870, 1478, 1179, 1539]
previous-page-fragment: III, bbox=[4, 2268, 23, 2282]
directory-entry: — O., Musikinstrumentenm., Olgastr. 15 bbox=[538, 765, 772, 780]
